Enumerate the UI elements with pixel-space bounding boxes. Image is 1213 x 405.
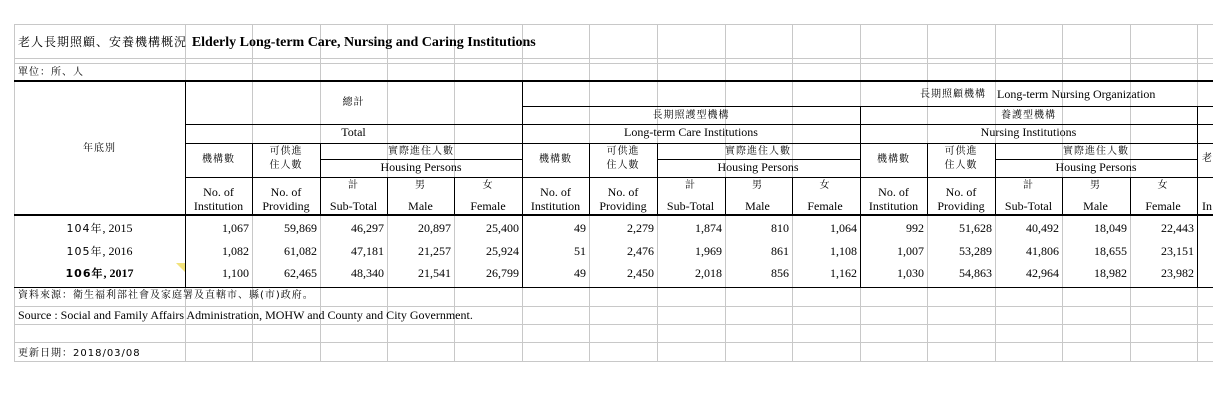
table-cell: 1,874	[695, 221, 722, 235]
table-cell: 26,799	[486, 266, 519, 280]
year-en: , 2016	[102, 244, 133, 258]
table-cell: 21,257	[418, 244, 451, 258]
subtotal-zh: 計	[685, 180, 696, 191]
subtotal-en: Sub-Total	[329, 199, 378, 213]
table-cell: 2,018	[695, 266, 722, 280]
ltci-en: Long-term Care Institutions	[624, 125, 758, 139]
rule-ltc	[522, 106, 1213, 107]
table-cell: 23,151	[1161, 244, 1194, 258]
vline-last	[1197, 107, 1198, 287]
table-cell: 54,863	[959, 266, 992, 280]
header-bottom-border	[14, 214, 1213, 216]
updated-date: 更新日期：2018/03/08	[18, 348, 141, 359]
table-cell: 23,982	[1161, 266, 1194, 280]
cut-en: In	[1202, 199, 1212, 213]
housing-zh: 實際進住人數	[1063, 146, 1129, 157]
table-cell: 51,628	[959, 221, 992, 235]
housing-en: Housing Persons	[717, 160, 799, 174]
female-en: Female	[807, 199, 843, 213]
table-cell: 856	[771, 266, 789, 280]
female-en: Female	[470, 199, 506, 213]
table-cell: 18,982	[1094, 266, 1127, 280]
male-en: Male	[745, 199, 770, 213]
table-cell: 61,082	[284, 244, 317, 258]
gridline-h	[14, 306, 1213, 307]
female-zh: 女	[482, 180, 494, 191]
table-row-year	[14, 266, 185, 281]
table-cell: 25,924	[486, 244, 519, 258]
table-cell: 1,162	[830, 266, 857, 280]
table-cell: 20,897	[418, 221, 451, 235]
table-cell: 51	[574, 244, 586, 258]
rule-en-labels	[185, 177, 1213, 178]
table-cell: 53,289	[959, 244, 992, 258]
title-en: Elderly Long-term Care, Nursing and Caring Institutions	[191, 35, 536, 50]
table-cell: 18,049	[1094, 221, 1127, 235]
ni-zh: 養護型機構	[1001, 110, 1056, 121]
table-cell: 62,465	[284, 266, 317, 280]
female-en: Female	[1145, 199, 1181, 213]
page-title	[18, 35, 536, 50]
prov-zh: 可供進住人數	[606, 146, 640, 171]
rule-sub-zh	[185, 143, 1213, 144]
housing-zh: 實際進住人數	[725, 146, 791, 157]
male-en: Male	[408, 199, 433, 213]
male-zh: 男	[1090, 180, 1101, 191]
cut-zh: 老	[1202, 153, 1213, 164]
header-top-border	[14, 80, 1213, 82]
table-cell: 992	[906, 221, 924, 235]
table-cell: 22,443	[1161, 221, 1194, 235]
male-en: Male	[1083, 199, 1108, 213]
table-cell: 2,279	[627, 221, 654, 235]
prov-en: No. of Providing	[262, 185, 310, 213]
table-cell: 59,869	[284, 221, 317, 235]
ni-en: Nursing Institutions	[980, 125, 1077, 139]
prov-zh: 可供進住人數	[944, 146, 978, 171]
ltc-zh: 長期照顧機構	[920, 89, 986, 100]
table-cell: 1,064	[830, 221, 857, 235]
table-cell: 42,964	[1026, 266, 1059, 280]
table-cell: 810	[771, 221, 789, 235]
gridline-h	[14, 361, 1213, 362]
year-en: , 2015	[102, 221, 133, 235]
table-cell: 21,541	[418, 266, 451, 280]
subtotal-zh: 計	[1023, 180, 1034, 191]
gridline-v	[14, 24, 15, 361]
table-cell: 46,297	[351, 221, 384, 235]
table-cell: 1,082	[222, 244, 249, 258]
gridline-h	[14, 324, 1213, 325]
table-cell: 1,030	[897, 266, 924, 280]
cell-comment-marker	[176, 263, 185, 272]
year-zh: 105年	[66, 245, 103, 258]
source-en: Source : Social and Family Affairs Administration, MOHW and County and City Government.	[18, 308, 473, 322]
gridline-h	[14, 58, 1213, 59]
ltc-en: Long-term Nursing Organization	[997, 87, 1156, 101]
year-header: 年底別	[83, 143, 116, 154]
table-cell: 49	[574, 221, 586, 235]
female-zh: 女	[1157, 180, 1169, 191]
table-cell: 18,655	[1094, 244, 1127, 258]
table-cell: 1,969	[695, 244, 722, 258]
year-zh: 106年	[65, 267, 104, 280]
prov-en: No. of Providing	[599, 185, 647, 213]
prov-zh: 可供進住人數	[269, 146, 303, 171]
gridline-h	[14, 342, 1213, 343]
inst-zh: 機構數	[877, 154, 910, 165]
inst-zh: 機構數	[539, 154, 572, 165]
inst-zh: 機構數	[202, 154, 235, 165]
ltci-zh: 長期照護型機構	[652, 110, 730, 121]
year-zh: 104年	[66, 222, 103, 235]
housing-en: Housing Persons	[1055, 160, 1137, 174]
table-cell: 1,067	[222, 221, 249, 235]
inst-en: No. of Institution	[868, 185, 919, 213]
table-cell: 2,476	[627, 244, 654, 258]
inst-en: No. of Institution	[530, 185, 581, 213]
table-cell: 1,100	[222, 266, 249, 280]
title-zh: 老人長期照顧、安養機構概況	[18, 35, 192, 49]
table-row-year	[14, 221, 185, 236]
gridline-h	[14, 63, 1213, 64]
male-zh: 男	[415, 180, 426, 191]
table-cell: 47,181	[351, 244, 384, 258]
subtotal-en: Sub-Total	[1004, 199, 1053, 213]
total-zh: 總計	[342, 97, 365, 108]
inst-en: No. of Institution	[193, 185, 244, 213]
table-cell: 25,400	[486, 221, 519, 235]
table-cell: 861	[771, 244, 789, 258]
unit-label: 單位：所、人	[18, 67, 84, 78]
table-cell: 1,007	[897, 244, 924, 258]
housing-zh: 實際進住人數	[388, 146, 454, 157]
gridline-h	[14, 24, 1213, 25]
total-en: Total	[341, 125, 366, 139]
table-cell: 40,492	[1026, 221, 1059, 235]
table-cell: 2,450	[627, 266, 654, 280]
subtotal-zh: 計	[348, 180, 359, 191]
body-bottom-border	[14, 287, 1213, 288]
source-zh: 資料來源：衛生福利部社會及家庭署及直轄市、縣(市)政府。	[18, 290, 314, 301]
housing-en: Housing Persons	[380, 160, 462, 174]
year-en: , 2017	[103, 266, 134, 280]
table-cell: 41,806	[1026, 244, 1059, 258]
table-cell: 48,340	[351, 266, 384, 280]
female-zh: 女	[819, 180, 831, 191]
table-cell: 49	[574, 266, 586, 280]
table-row-year	[14, 244, 185, 259]
male-zh: 男	[752, 180, 763, 191]
subtotal-en: Sub-Total	[666, 199, 715, 213]
table-cell: 1,108	[830, 244, 857, 258]
prov-en: No. of Providing	[937, 185, 985, 213]
